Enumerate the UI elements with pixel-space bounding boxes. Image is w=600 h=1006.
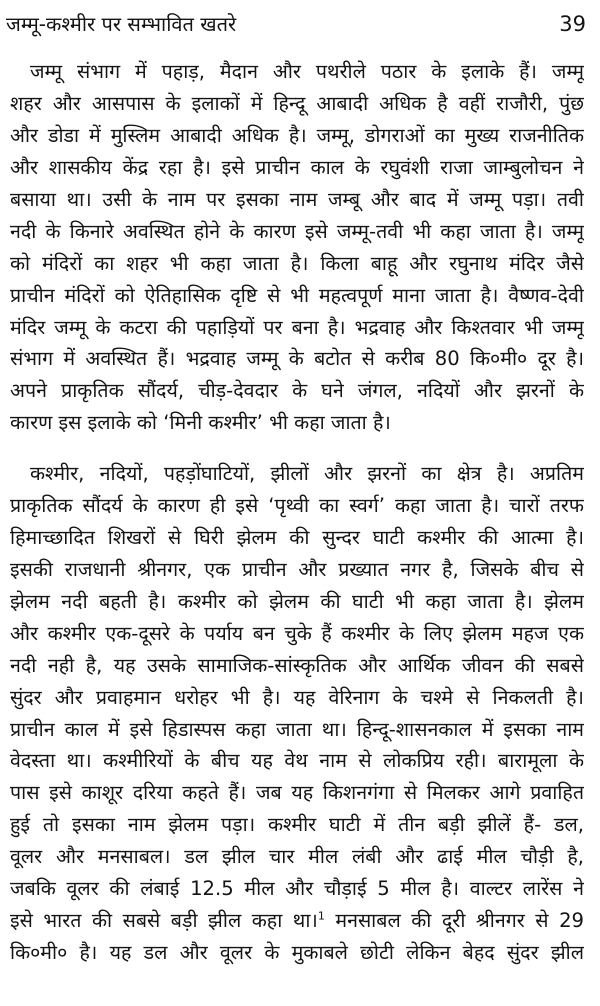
- text-line: पास इसे काशूर दरिया कहते हैं। जब यह किशनगंगा से मिलकर आगे प्रवाहित: [10, 781, 584, 805]
- text-line: सुंदर और प्रवाहमान धरोहर भी है। यह वेरिनाग के चश्मे से निकलती है।: [10, 685, 584, 709]
- footnote-marker: 1: [317, 909, 325, 923]
- text-line: कि०मी० है। यह डल और वूलर के मुकाबले छोटी लेकिन बेहद सुंदर झील: [10, 941, 584, 965]
- page-header: [6, 4, 586, 44]
- text-line: नदी के किनारे अवस्थित होने के कारण इसे जम्मू-तवी भी कहा जाता है। जम्मू: [10, 219, 584, 243]
- text-line: मंदिर जम्मू के कटरा की पहाड़ियों पर बना है। भद्रवाह और किश्तवार भी जम्मू: [10, 315, 584, 339]
- text-line: हुई तो इसका नाम झेलम पड़ा। कश्मीर घाटी में तीन बड़ी झीलें हैं- डल,: [10, 813, 584, 837]
- text-line: इसकी राजधानी श्रीनगर, एक प्राचीन और प्रख्यात नगर है, जिसके बीच से: [10, 557, 584, 581]
- text-line: बसाया था। उसी के नाम पर इसका नाम जम्बू और बाद में जम्मू पड़ा। तवी: [10, 187, 584, 211]
- text-line: प्राकृतिक सौंदर्य के कारण ही इसे ‘पृथ्वी का स्वर्ग’ कहा जाता है। चारों तरफ: [10, 493, 584, 517]
- text-line: हिमाच्छादित शिखरों से घिरी झेलम की सुन्दर घाटी कश्मीर की आत्मा है।: [10, 525, 584, 549]
- text-line: शहर और आसपास के इलाकों में हिन्दू आबादी अधिक है वहीं राजौरी, पुंछ: [10, 91, 584, 115]
- text-line: झेलम नदी बहती है। कश्मीर को झेलम की घाटी भी कहा जाता है। झेलम: [10, 589, 584, 613]
- text-line: कश्मीर, नदियों, पहड़ोंघाटियों, झीलों और झरनों का क्षेत्र है। अप्रतिम: [30, 462, 584, 485]
- running-title: जम्मू-कश्मीर पर सम्भावित खतरे: [6, 12, 237, 36]
- text-line: और कश्मीर एक-दूसरे के पर्याय बन चुके हैं कश्मीर के लिए झेलम महज एक: [10, 621, 584, 645]
- text-line: जबकि वूलर की लंबाई 12.5 मील और चौड़ाई 5 मील है। वाल्टर लारेंस ने: [10, 877, 584, 901]
- text-line: वूलर और मनसाबल। डल झील चार मील लंबी और ढाई मील चौड़ी है,: [10, 845, 584, 869]
- text-line-with-footnote: [10, 905, 584, 937]
- text-line: अपने प्राकृतिक सौंदर्य, चीड़-देवदार के घने जंगल, नदियों और झरनों के: [10, 379, 584, 403]
- text-line: वेदस्ता था। कश्मीरियों के बीच यह वेथ नाम से लोकप्रिय रही। बारामूला के: [10, 749, 584, 773]
- text-line: और डोडा में मुस्लिम आबादी अधिक है। जम्मू, डोगराओं का मुख्य राजनीतिक: [10, 123, 584, 147]
- paragraph-kashmir: [10, 458, 584, 969]
- page-number: 39: [559, 12, 586, 36]
- text-line: नदी नही है, यह उसके सामाजिक-सांस्कृतिक और आर्थिक जीवन की सबसे: [10, 653, 584, 677]
- text-line: कारण इस इलाके को ‘मिनी कश्मीर’ भी कहा जाता है।: [10, 411, 391, 435]
- line-text: मनसाबल की दूरी श्रीनगर से 29: [324, 909, 584, 933]
- text-line: प्राचीन मंदिरों को ऐतिहासिक दृष्टि से भी महत्वपूर्ण माना जाता है। वैष्णव-देवी: [10, 283, 584, 307]
- text-line: और शासकीय केंद्र रहा है। इसे प्राचीन काल के रघुवंशी राजा जाम्बुलोचन ने: [10, 155, 584, 179]
- paragraph-jammu: [10, 56, 584, 439]
- text-line: प्राचीन काल में इसे हिडास्पस कहा जाता था। हिन्दू-शासनकाल में इसका नाम: [10, 717, 584, 741]
- text-line: जम्मू संभाग में पहाड़, मैदान और पथरीले पठार के इलाके हैं। जम्मू: [30, 60, 584, 83]
- line-text: इसे भारत की सबसे बड़ी झील कहा था।: [10, 909, 318, 933]
- text-line: संभाग में अवस्थित हैं। भद्रवाह जम्मू के बटोत से करीब 80 कि०मी० दूर है।: [10, 347, 584, 371]
- text-line: को मंदिरों का शहर भी कहा जाता है। किला बाहू और रघुनाथ मंदिर जैसे: [10, 251, 584, 275]
